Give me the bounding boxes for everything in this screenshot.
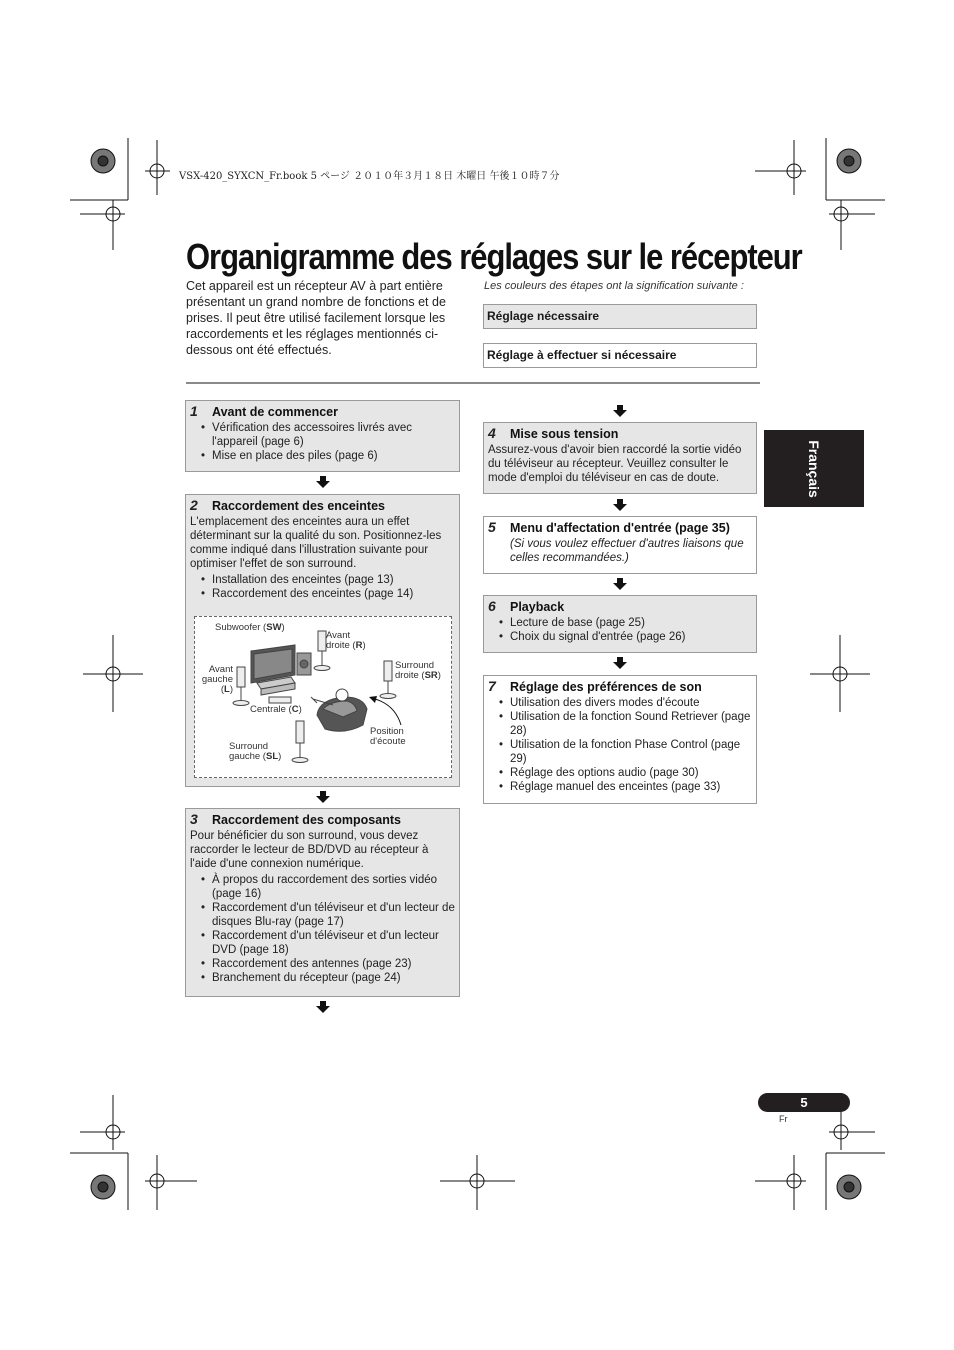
step-description: Assurez-vous d'avoir bien raccordé la sortie vidéo du téléviseur au récepteur. Veuillez consulter le mode d'emploi du téléviseur en cas de doute. [488, 444, 742, 484]
page-title: Organigramme des réglages sur le récepteur [186, 236, 802, 277]
page-number-badge [758, 1093, 850, 1112]
label-code: C [291, 704, 299, 715]
label-code: L [224, 684, 230, 695]
label-surround-right: Surround droite (SR) [395, 660, 441, 681]
step-7-box [483, 675, 757, 804]
label-listening-position [370, 727, 406, 747]
down-arrow-icon [316, 1001, 330, 1013]
list-item: • Raccordement des enceintes (page 14) [212, 587, 455, 601]
step-1-box [185, 400, 460, 472]
label-text: Avant [326, 630, 351, 641]
list-item: • Choix du signal d'entrée (page 26) [510, 630, 752, 644]
list-item: • Utilisation de la fonction Phase Control (page 29) [510, 738, 752, 766]
section-divider [186, 382, 760, 384]
list-item: • À propos du raccordement des sorties vidéo (page 16) [212, 873, 455, 901]
step-title: Mise sous tension [510, 427, 619, 441]
legend-note: Les couleurs des étapes ont la signification suivante : [484, 280, 744, 292]
list-item: • Raccordement d'un téléviseur et d'un lecteur de disques Blu-ray (page 17) [212, 901, 455, 929]
step-6-box [483, 595, 757, 653]
label-code: R [355, 640, 363, 651]
label-text: Surround [395, 660, 435, 671]
label-text: d'écoute [370, 736, 406, 747]
label-code: SR [424, 670, 438, 681]
label-text: Surround [229, 741, 269, 752]
label-text: droite ( [395, 670, 425, 681]
label-center: Centrale (C) [250, 704, 302, 715]
list-item: • Raccordement d'un téléviseur et d'un lecteur DVD (page 18) [212, 929, 455, 957]
list-item: • Lecture de base (page 25) [510, 616, 752, 630]
step-note: (Si vous voulez effectuer d'autres liaisons que celles recommandées.) [510, 538, 744, 564]
label-text: Centrale ( [250, 704, 292, 715]
label-code: SW [266, 622, 282, 633]
step-number: 2 [190, 497, 198, 513]
page-language-code: Fr [779, 1114, 788, 1124]
label-text: gauche [201, 674, 233, 685]
list-item: • Vérification des accessoires livrés avec l'appareil (page 6) [212, 421, 455, 449]
step-number: 1 [190, 403, 198, 419]
step-description: L'emplacement des enceintes aura un effet déterminant sur la qualité du son. Positionnez-les comme indiqué dans l'illustration suivante pour optimiser l'effet de son surround. [190, 516, 442, 570]
label-front-left: Avant gauche (L) [197, 665, 233, 695]
step-number: 6 [488, 598, 496, 614]
step-description: Pour bénéficier du son surround, vous devez raccorder le lecteur de BD/DVD au récepteur à l'aide d'une connexion numérique. [190, 830, 429, 870]
list-item: • Branchement du récepteur (page 24) [212, 971, 455, 985]
label-text: droite ( [326, 640, 356, 651]
step-title: Avant de commencer [212, 405, 338, 419]
step-title: Playback [510, 600, 565, 614]
step-4-box [483, 422, 757, 494]
step-5-box [483, 516, 757, 574]
list-item: • Réglage manuel des enceintes (page 33) [510, 780, 752, 794]
down-arrow-icon [613, 499, 627, 511]
down-arrow-icon [613, 405, 627, 417]
step-3-box [185, 808, 460, 997]
list-item: • Utilisation de la fonction Sound Retriever (page 28) [510, 710, 752, 738]
step-title: Raccordement des enceintes [212, 499, 385, 513]
list-item: • Installation des enceintes (page 13) [212, 573, 455, 587]
page-number: 5 [800, 1095, 808, 1110]
step-number: 3 [190, 811, 198, 827]
label-text: Avant [208, 664, 233, 675]
legend-optional: Réglage à effectuer si nécessaire [483, 343, 757, 368]
label-text: Position [370, 726, 404, 737]
down-arrow-icon [613, 578, 627, 590]
label-surround-left: Surround gauche (SL) [229, 741, 282, 762]
legend-required: Réglage nécessaire [483, 304, 757, 329]
step-number: 4 [488, 425, 496, 441]
down-arrow-icon [316, 476, 330, 488]
label-code: SL [265, 751, 279, 762]
list-item: • Raccordement des antennes (page 23) [212, 957, 455, 971]
label-text: gauche ( [229, 751, 266, 762]
intro-paragraph: Cet appareil est un récepteur AV à part entière présentant un grand nombre de fonctions et de prises. Il peut être utilisé facilement lorsque les raccordements et les réglages mentionnés ci-dessous ont été effectués. [186, 279, 446, 357]
list-item: • Utilisation des divers modes d'écoute [510, 696, 752, 710]
step-number: 7 [488, 678, 496, 694]
language-tab [764, 430, 864, 507]
language-tab-label: Français [806, 439, 822, 498]
list-item: • Réglage des options audio (page 30) [510, 766, 752, 780]
step-title: Réglage des préférences de son [510, 680, 702, 694]
printer-info-line: VSX-420_SYXCN_Fr.book 5 ページ ２０１０年３月１８日 木曜日 午後１０時７分 [179, 171, 560, 182]
step-title: Menu d'affectation d'entrée (page 35) [510, 521, 730, 535]
label-front-right: Avant droite (R) [326, 630, 366, 651]
step-title: Raccordement des composants [212, 813, 401, 827]
down-arrow-icon [613, 657, 627, 669]
down-arrow-icon [316, 791, 330, 803]
list-item: • Mise en place des piles (page 6) [212, 449, 455, 463]
speaker-layout-diagram [194, 616, 452, 778]
label-subwoofer: Subwoofer (SW) [215, 622, 285, 633]
label-text: Subwoofer ( [215, 622, 267, 633]
step-number: 5 [488, 519, 496, 535]
